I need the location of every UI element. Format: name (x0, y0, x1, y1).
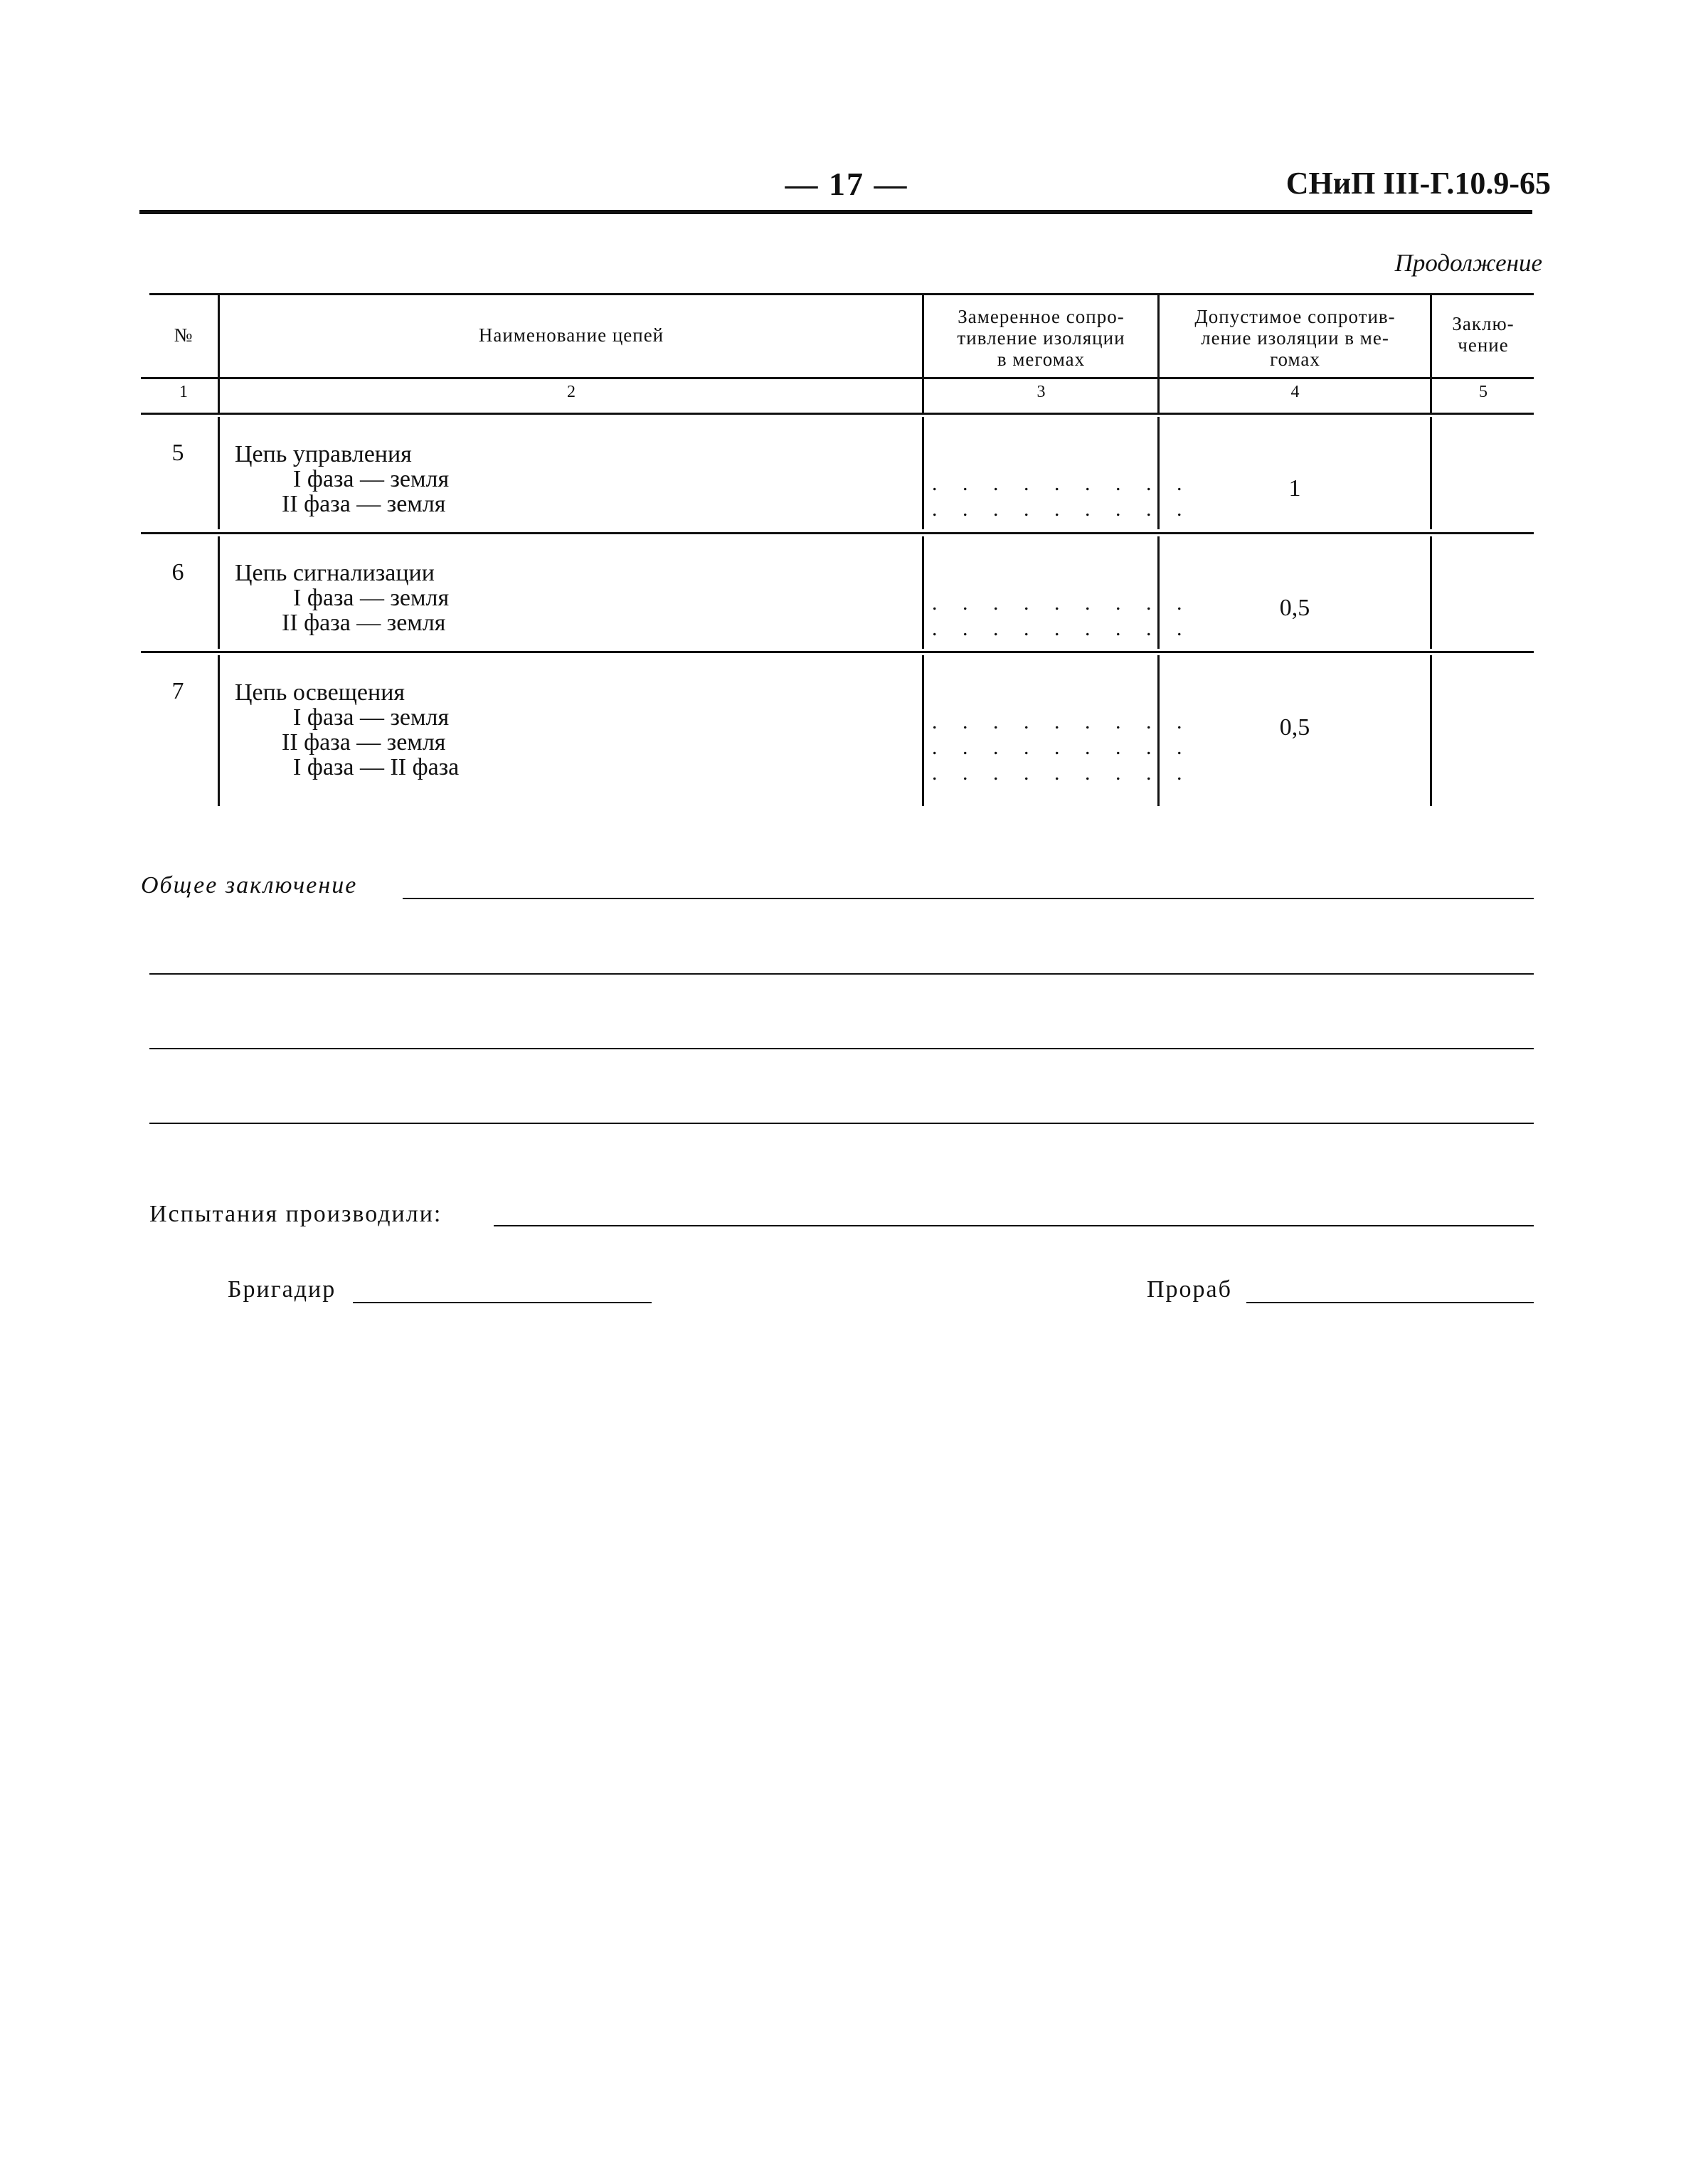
circuit-line: I фаза — земля (293, 466, 450, 492)
table-col-divider (1430, 293, 1432, 414)
header-rule (139, 210, 1532, 214)
site-manager-label: Прораб (1147, 1276, 1232, 1303)
table-header-rule (141, 377, 1534, 379)
table-col-divider (922, 536, 924, 649)
table-row-rule (141, 532, 1534, 534)
table-col-divider (922, 655, 924, 806)
circuit-line: I фаза — II фаза (293, 754, 460, 780)
allowed-resistance-value: 0,5 (1279, 714, 1310, 741)
tests-performed-field[interactable] (494, 1225, 1534, 1226)
circuit-line: II фаза — земля (282, 729, 446, 756)
measured-value-blank: . . . . . . . . . (932, 710, 1192, 733)
row-number: 5 (171, 440, 184, 466)
continuation-label: Продолжение (1394, 249, 1542, 277)
measured-value-blank: . . . . . . . . . (932, 472, 1192, 495)
column-header-measured-resistance: Замеренное сопро- тивление изоляции в мегомах (957, 306, 1125, 370)
tests-performed-label: Испытания производили: (149, 1201, 442, 1227)
table-col-divider (1157, 293, 1160, 414)
measured-value-blank: . . . . . . . . . (932, 736, 1192, 759)
general-conclusion-field[interactable] (149, 1048, 1534, 1049)
circuit-line: II фаза — земля (282, 491, 446, 517)
allowed-resistance-value: 1 (1288, 475, 1301, 502)
table-col-divider (218, 536, 220, 649)
table-col-divider (1430, 417, 1432, 529)
table-row-rule (141, 651, 1534, 653)
foreman-signature-field[interactable] (353, 1302, 652, 1303)
column-header-allowed-resistance: Допустимое сопротив- ление изоляции в ме- гомах (1194, 306, 1396, 370)
table-col-divider (922, 293, 924, 414)
foreman-label: Бригадир (228, 1276, 336, 1303)
column-number: 5 (1479, 383, 1488, 401)
measured-value-blank: . . . . . . . . . (932, 497, 1192, 521)
column-header-circuit-name: Наименование цепей (478, 324, 664, 346)
measured-value-blank: . . . . . . . . . (932, 617, 1192, 640)
column-header-number: № (174, 324, 193, 346)
row-number: 6 (171, 559, 184, 585)
table-colnum-rule (141, 413, 1534, 415)
general-conclusion-label: Общее заключение (141, 872, 358, 898)
circuit-title: Цепь управления (235, 441, 412, 467)
column-number: 4 (1290, 383, 1300, 401)
table-col-divider (218, 293, 220, 414)
table-col-divider (1430, 536, 1432, 649)
site-manager-signature-field[interactable] (1246, 1302, 1534, 1303)
table-col-divider (218, 655, 220, 806)
document-code: СНиП III-Г.10.9-65 (1285, 166, 1551, 201)
circuit-line: II фаза — земля (282, 610, 446, 636)
table-col-divider (922, 417, 924, 529)
circuit-title: Цепь освещения (235, 679, 405, 706)
column-number: 2 (567, 383, 576, 401)
general-conclusion-field[interactable] (149, 973, 1534, 975)
measured-value-blank: . . . . . . . . . (932, 591, 1192, 615)
circuit-line: I фаза — земля (293, 585, 450, 611)
circuit-title: Цепь сигнализации (235, 560, 435, 586)
page-number: — 17 — (785, 166, 908, 202)
table-top-rule (149, 293, 1534, 295)
table-col-divider (218, 417, 220, 529)
allowed-resistance-value: 0,5 (1279, 595, 1310, 621)
column-header-conclusion: Заклю- чение (1452, 313, 1515, 356)
row-number: 7 (171, 678, 184, 704)
column-number: 3 (1036, 383, 1046, 401)
measured-value-blank: . . . . . . . . . (932, 761, 1192, 785)
column-number: 1 (179, 383, 188, 401)
general-conclusion-field[interactable] (403, 898, 1534, 899)
table-col-divider (1430, 655, 1432, 806)
circuit-line: I фаза — земля (293, 704, 450, 731)
general-conclusion-field[interactable] (149, 1123, 1534, 1124)
